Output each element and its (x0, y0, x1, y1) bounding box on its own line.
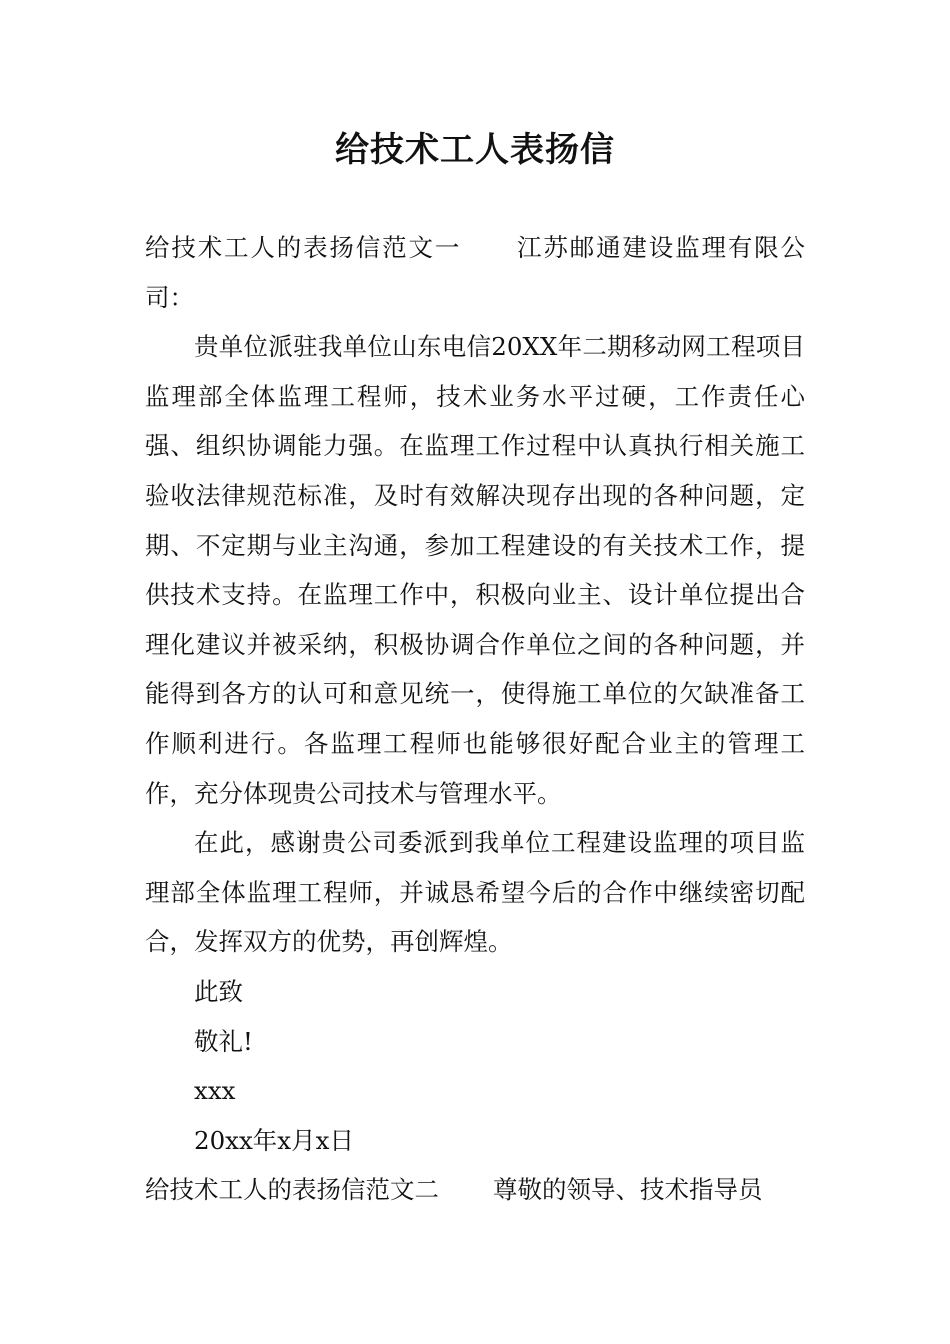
section1-paragraph-1: 贵单位派驻我单位山东电信20XX年二期移动网工程项目监理部全体监理工程师，技术业务水平过硬，工作责任心强、组织协调能力强。在监理工作过程中认真执行相关施工验收法律规范标准，及时有效解决现存出现的各种问题，定期、不定期与业主沟通，参加工程建设的有关技术工作，提供技术支持。在监理工作中，积极向业主、设计单位提出合理化建议并被采纳，积极协调合作单位之间的各种问题，并能得到各方的认可和意见统一，使得施工单位的欠缺准备工作顺利进行。各监理工程师也能够很好配合业主的管理工作，充分体现贵公司技术与管理水平。 (145, 332, 805, 808)
document-body (145, 223, 805, 1215)
document-title: 给技术工人表扬信 (335, 130, 615, 170)
signature: xxx (194, 1076, 236, 1106)
section1-opening (145, 223, 805, 322)
section2-recipient: 尊敬的领导、技术指导员 (493, 1175, 763, 1205)
date: 20xx年x月x日 (194, 1125, 354, 1155)
closing-regards: 敬礼! (194, 1026, 253, 1056)
section2-opening (145, 1165, 805, 1215)
section2-heading: 给技术工人的表扬信范文二 (145, 1175, 439, 1205)
section1-recipient: 江苏邮通建设监理有限公司： (145, 233, 806, 312)
section1-heading: 给技术工人的表扬信范文一 (145, 233, 462, 262)
closing-salutation: 此致 (194, 976, 243, 1006)
section1-paragraph-2: 在此，感谢贵公司委派到我单位工程建设监理的项目监理部全体监理工程师，并诚恳希望今后的合作中继续密切配合，发挥双方的优势，再创辉煌。 (145, 828, 805, 957)
